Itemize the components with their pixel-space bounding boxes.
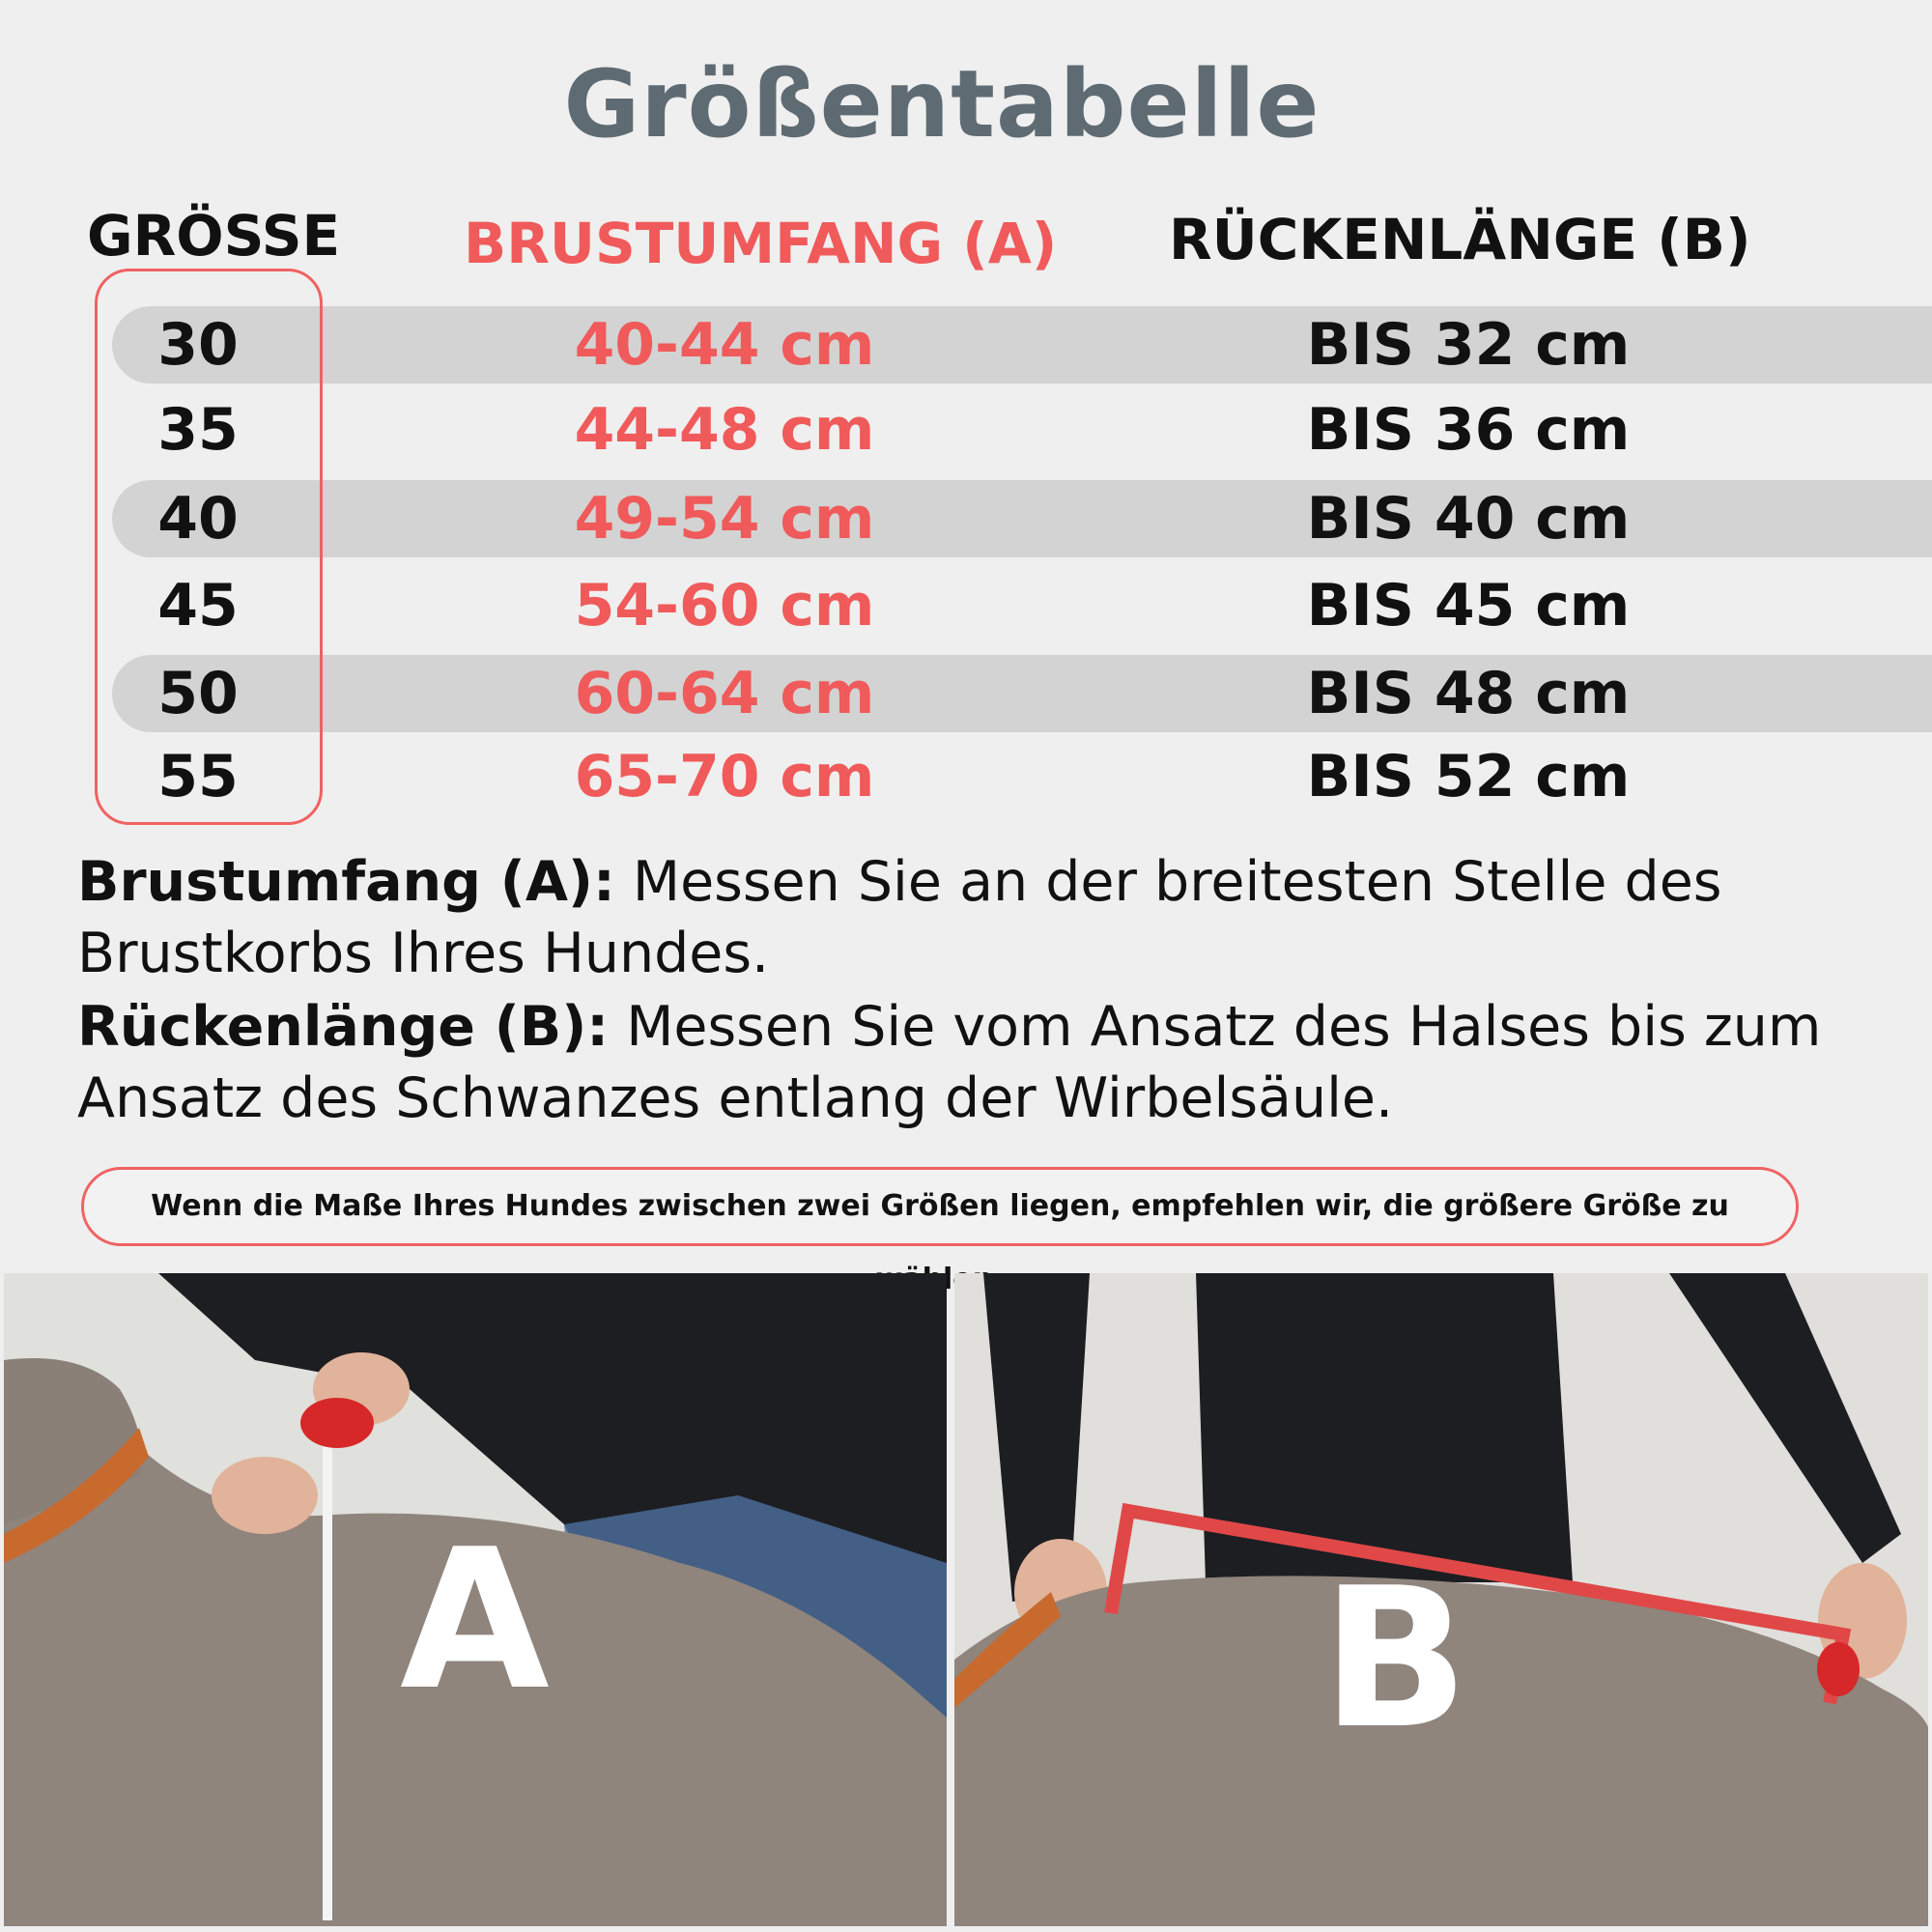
table-row [0,306,1932,384]
chest-description-label: Brustumfang (A): [77,850,615,914]
back-description [77,991,1855,1134]
chest-value: 65-70 cm [574,743,875,810]
back-description-text: Messen Sie vom Ansatz des Halses bis zum Ansatz des Schwanzes entlang der Wirbelsäule. [77,995,1822,1130]
table-row [0,480,1932,557]
chest-value: 60-64 cm [574,660,875,727]
chest-value: 44-48 cm [574,396,875,464]
size-value: 30 [157,311,239,379]
back-description-label: Rückenlänge (B): [77,995,610,1059]
back-value: BIS 45 cm [1306,572,1631,639]
table-row [0,567,1932,644]
size-value: 45 [157,572,239,639]
back-value: BIS 52 cm [1306,743,1631,810]
photo-back-measurement [954,1273,1928,1926]
label-a: A [400,1508,550,1733]
size-value: 55 [157,743,239,810]
size-value: 50 [157,660,239,727]
back-value: BIS 36 cm [1306,396,1631,464]
size-value: 40 [157,485,239,553]
chest-value: 54-60 cm [574,572,875,639]
label-b: B [1321,1547,1469,1772]
table-row [0,391,1932,469]
table-row [0,738,1932,815]
back-value: BIS 32 cm [1306,311,1631,379]
chest-value: 40-44 cm [574,311,875,379]
chest-description-text: Messen Sie an der breitesten Stelle des Brustkorbs Ihres Hundes. [77,850,1722,985]
size-value: 35 [157,396,239,464]
size-advice-note: Wenn die Maße Ihres Hundes zwischen zwei Größen liegen, empfehlen wir, die größere Größe zu [81,1167,1799,1246]
header-chest: BRUSTUMFANG (A) [464,211,1058,276]
page-title: Größentabelle [563,50,1321,158]
header-size: GRÖSSE [87,203,341,269]
back-value: BIS 40 cm [1306,485,1631,553]
photo-chest-measurement [4,1273,947,1926]
header-back: RÜCKENLÄNGE (B) [1169,207,1751,272]
table-row [0,655,1932,732]
chest-description [77,846,1855,989]
chest-value: 49-54 cm [574,485,875,553]
back-value: BIS 48 cm [1306,660,1631,727]
